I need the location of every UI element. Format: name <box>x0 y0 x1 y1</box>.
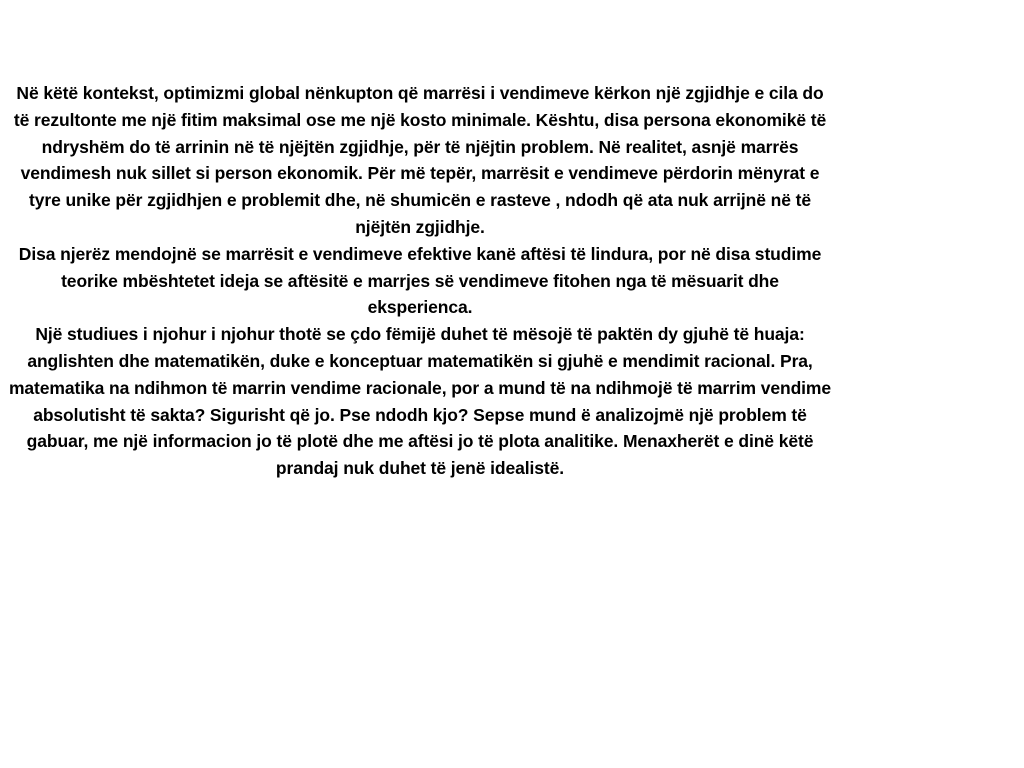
paragraph-optimizmi-global: Në këtë kontekst, optimizmi global nënkupton që marrësi i vendimeve kërkon një zgjidhje e cila do të rezultonte me një fitim maksimal ose me një kosto minimale. Kështu, disa persona ekonomikë të ndryshëm do të arrinin në të njëjtën zgjidhje, për të njëjtin problem. Në realitet, asnjë marrës vendimesh nuk sillet si person ekonomik. Për më tepër, marrësit e vendimeve përdorin mënyrat e tyre unike për zgjidhjen e problemit dhe, në shumicën e rasteve , ndodh që ata nuk arrijnë në të njëjtën zgjidhje. <box>13 83 827 237</box>
paragraph-aftesi-te-lindura: Disa njerëz mendojnë se marrësit e vendimeve efektive kanë aftësi të lindura, por në disa studime teorike mbështetet ideja se aftësitë e marrjes së vendimeve fitohen nga të mësuarit dhe eksperienca. <box>18 243 822 318</box>
slide-text-block <box>8 80 832 482</box>
paragraph-dy-gjuhe-te-huaja: Një studiues i njohur i njohur thotë se çdo fëmijë duhet të mësojë të paktën dy gjuhë të huaja: anglishten dhe matematikën, duke e konceptuar matematikën si gjuhë e mendimit racional. Pra, matematika na ndihmon të marrin vendime racionale, por a mund të na ndihmojë të marrim vendime absolutisht të sakta? Sigurisht që jo. Pse ndodh kjo? Sepse mund ë analizojmë një problem të gabuar, me një informacion jo të plotë dhe me aftësi jo të plota analitike. Menaxherët e dinë këtë prandaj nuk duhet të jenë idealistë. <box>8 324 832 479</box>
